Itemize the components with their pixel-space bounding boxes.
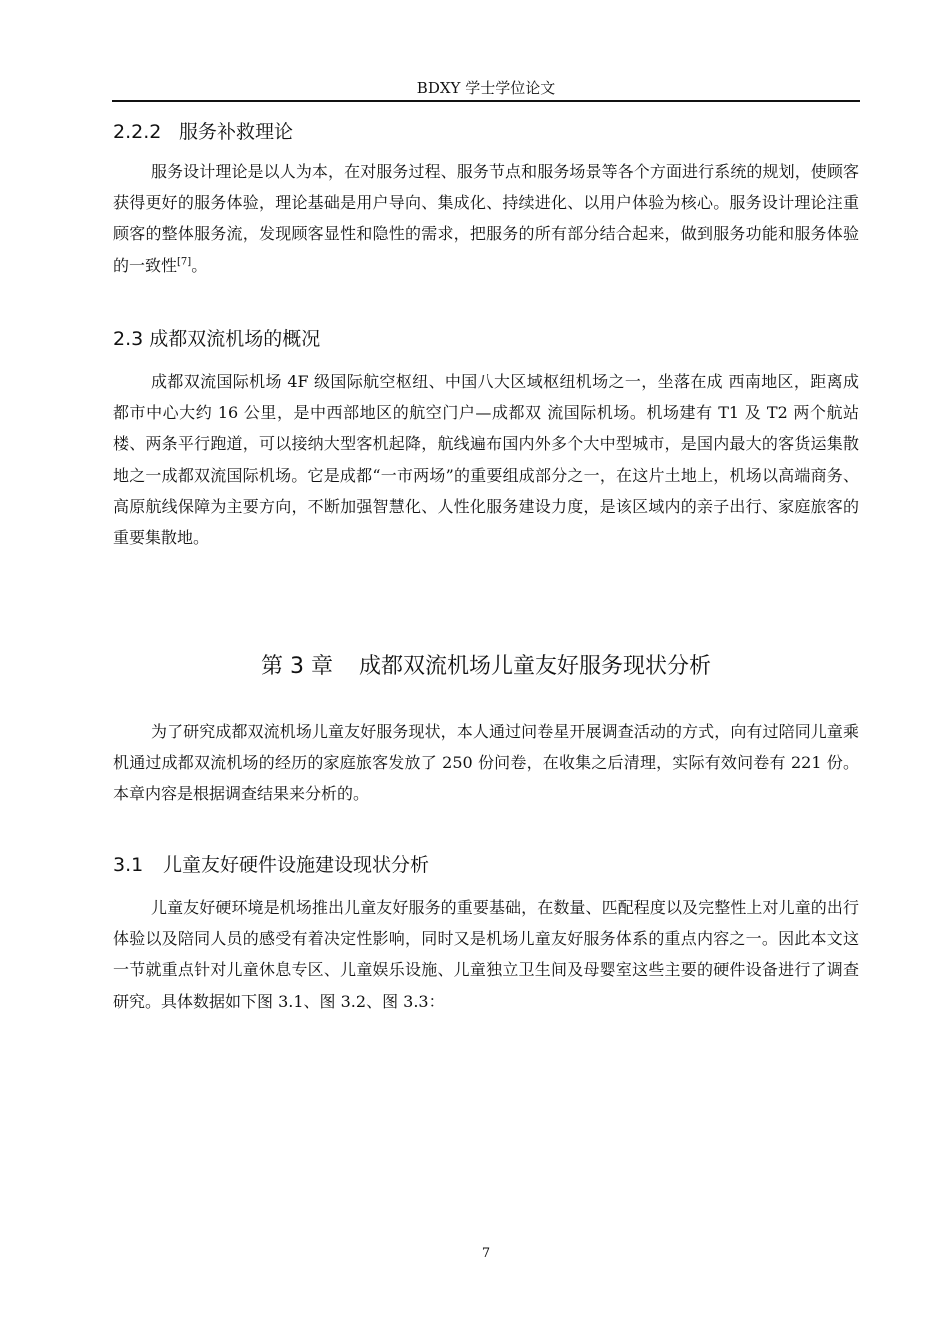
header-rule	[112, 100, 860, 102]
body-paragraph-airport-overview: 成都双流国际机场 4F 级国际航空枢纽、中国八大区域枢纽机场之一，坐落在成 西南地区，距离成都市中心大约 16 公里，是中西部地区的航空门户—成都双 流国际机场。机场建有 T1 及 T2 两个航站楼、两条平行跑道，可以接纳大型客机起降，航线遍布国内外多个大中型城市，是国内最大的客货运集散地之一成都双流国际机场。它是成都“一市两场”的重要组成部分之一，在这片土地上，机场以高端商务、高原航线保障为主要方向，不断加强智慧化、人性化服务建设力度，是该区域内的亲子出行、家庭旅客的重要集散地。	[113, 372, 859, 548]
paragraph-text: 服务设计理论是以人为本，在对服务过程、服务节点和服务场景等各个方面进行系统的规划，使顾客获得更好的服务体验，理论基础是用户导向、集成化、持续进化、以用户体验为核心。服务设计理论注重顾客的整体服务流，发现顾客显性和隐性的需求，把服务的所有部分结合起来，做到服务功能和服务体验的一致性	[113, 162, 859, 275]
section-heading-2-2-2	[113, 119, 293, 145]
citation-ref: [7]	[177, 256, 192, 268]
section-title: 儿童友好硬件设施建设现状分析	[163, 854, 430, 876]
section-number: 2.2.2	[113, 121, 162, 143]
chapter-heading	[112, 652, 860, 682]
body-paragraph-hardware: 儿童友好硬环境是机场推出儿童友好服务的重要基础，在数量、匹配程度以及完整性上对儿童的出行体验以及陪同人员的感受有着决定性影响，同时又是机场儿童友好服务体系的重点内容之一。因此本文这一节就重点针对儿童休息专区、儿童娱乐设施、儿童独立卫生间及母婴室这些主要的硬件设备进行了调查研究。具体数据如下图 3.1、图 3.2、图 3.3：	[113, 898, 859, 1011]
section-heading-2-3: 2.3 成都双流机场的概况	[113, 328, 321, 350]
section-title: 服务补救理论	[179, 121, 294, 143]
chapter-number: 第 3 章	[261, 654, 333, 679]
section-number: 3.1	[113, 854, 144, 876]
running-header: BDXY 学士学位论文	[416, 79, 556, 97]
page-number: 7	[481, 1246, 491, 1261]
body-paragraph-service-design	[113, 156, 859, 281]
chapter-title: 成都双流机场儿童友好服务现状分析	[358, 654, 711, 679]
section-heading-3-1	[113, 852, 429, 878]
body-paragraph-survey: 为了研究成都双流机场儿童友好服务现状，本人通过问卷星开展调查活动的方式，向有过陪同儿童乘机通过成都双流机场的经历的家庭旅客发放了 250 份问卷，在收集之后清理，实际有效问卷有 221 份。本章内容是根据调查结果来分析的。	[113, 722, 859, 804]
paragraph-end: 。	[191, 255, 208, 275]
